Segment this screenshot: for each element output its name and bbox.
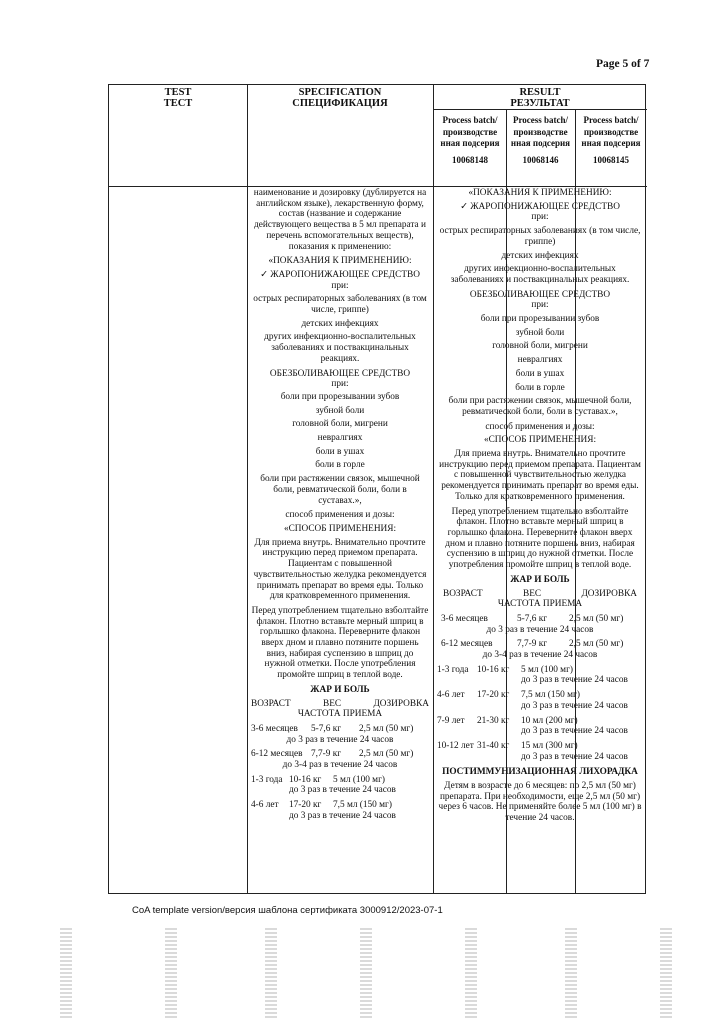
row-dose: 5 мл (100 мг) xyxy=(333,774,385,785)
indication-item: головной боли, мигрени xyxy=(292,419,388,430)
fever-title: ЖАР И БОЛЬ xyxy=(510,574,570,585)
indication-item: боли при прорезывании зубов xyxy=(480,314,600,325)
row-weight: 5-7,6 кг xyxy=(311,723,342,734)
row-age: 6-12 месяцев xyxy=(441,639,493,650)
table-row xyxy=(437,690,643,711)
row-dose: 7,5 мл (150 мг) xyxy=(521,690,580,701)
method-text: Для приема внутрь. Внимательно прочтите инструкцию перед приемом препарата. Пациентам с повышенной чувствительностью желудка рекомендуется принимать препарат во время еды. Только для кратковременного применения. xyxy=(439,449,641,502)
indication-item: других инфекционно-воспалительных заболеваниях и поствакцинальных реакциях. xyxy=(264,332,416,364)
post-immunization-title: ПОСТИММУНИЗАЦИОННАЯ ЛИХОРАДКА xyxy=(442,767,638,778)
table-row xyxy=(437,614,643,635)
row-dose: 15 мл (300 мг) xyxy=(521,740,578,751)
col-freq: ЧАСТОТА ПРИЕМА xyxy=(297,709,383,720)
batch-cell xyxy=(576,115,646,166)
indication-item: боли в ушах xyxy=(515,368,565,379)
method-line: способ применения и дозы: xyxy=(285,510,395,521)
row-freq: до 3 раз в течение 24 часов xyxy=(289,785,396,796)
batch-cell xyxy=(507,115,574,166)
spec-intro: наименование и дозировку (дублируется на английском языке), лекарственную форму, состав (название и содержание действующего вещества в 5 мл препарата и перечень вспомогательных веществ), показания к применению: xyxy=(253,188,427,252)
template-version-footer: CoA template version/версия шаблона сертификата 3000912/2023-07-1 xyxy=(132,905,443,916)
test-en: TEST xyxy=(164,87,192,98)
scan-artifact xyxy=(165,928,177,1018)
row-age: 10-12 лет xyxy=(437,740,474,751)
page-number: Page 5 of 7 xyxy=(596,58,650,70)
col-age: ВОЗРАСТ xyxy=(251,698,291,709)
indication-item: боли при прорезывании зубов xyxy=(280,391,400,402)
method-text: Для приема внутрь. Внимательно прочтите инструкцию перед приемом препарата. Пациентам с повышенной чувствительностью желудка рекомендуется принимать препарат во время еды. Только для кратковременного применения. xyxy=(253,537,427,602)
result-text xyxy=(437,188,643,824)
row-age: 4-6 лет xyxy=(251,800,279,811)
table-row xyxy=(251,749,429,770)
row-dose: 5 мл (100 мг) xyxy=(521,664,573,675)
row-dose: 10 мл (200 мг) xyxy=(521,715,578,726)
pri-label: при: xyxy=(531,212,549,223)
indication-item: острых респираторных заболеваниях (в том числе, гриппе) xyxy=(439,226,641,247)
row-age: 3-6 месяцев xyxy=(441,613,488,624)
dose-table-head xyxy=(437,589,643,600)
indication-item: боли в горле xyxy=(315,460,365,471)
row-age: 3-6 месяцев xyxy=(251,723,298,734)
row-dose: 2,5 мл (50 мг) xyxy=(569,639,624,650)
col-age: ВОЗРАСТ xyxy=(443,588,483,599)
row-freq: до 3 раз в течение 24 часов xyxy=(289,810,396,821)
check-icon: ✓ xyxy=(260,269,271,280)
row-weight: 5-7,6 кг xyxy=(517,613,548,624)
indication-item: невралгиях xyxy=(317,433,363,444)
row-age: 4-6 лет xyxy=(437,690,465,701)
row-weight: 17-20 кг xyxy=(289,800,322,811)
indication-item: боли в горле xyxy=(515,382,565,393)
indication-item: головной боли, мигрени xyxy=(492,341,588,352)
row-freq: до 3 раз в течение 24 часов xyxy=(521,700,628,711)
result-ru: РЕЗУЛЬТАТ xyxy=(510,98,570,109)
row-weight: 7,7-9 кг xyxy=(517,639,548,650)
pri-label: при: xyxy=(531,300,549,311)
indication-item: детских инфекциях xyxy=(501,250,579,261)
indication-item: боли в ушах xyxy=(315,446,365,457)
col-weight: ВЕС xyxy=(323,698,342,709)
result-header xyxy=(433,87,647,109)
batch-label: Process batch/ производстве нная подсерия xyxy=(510,115,571,148)
before-use-text: Перед употреблением тщательно взболтайте флакон. Плотно вставьте мерный шприц в горлышко флакона. Переверните флакон вверх дном и плавно потяните поршень вниз, набирая суспензию в шприц до нужной отметки. После употребления промойте шприц в теплой воде. xyxy=(251,605,429,681)
result-en: RESULT xyxy=(519,87,561,98)
analgesic-title: ОБЕЗБОЛИВАЮЩЕЕ СРЕДСТВО xyxy=(269,368,411,379)
post-immunization-text: Детям в возрасте до 6 месяцев: по 2,5 мл (50 мг) препарата. При необходимости, еще 2,5 мл (50 мг) через 6 часов. Не применяйте более 5 мл (100 мг) в течение 24 часов. xyxy=(438,781,642,824)
table-row xyxy=(437,639,643,660)
row-freq: до 3 раз в течение 24 часов xyxy=(521,675,628,686)
row-dose: 2,5 мл (50 мг) xyxy=(359,723,414,734)
row-weight: 31-40 кг xyxy=(477,740,510,751)
scan-artifact xyxy=(465,928,477,1018)
indication-item: других инфекционно-воспалительных заболеваниях и поствакцинальных реакциях. xyxy=(450,264,630,285)
batch-number: 10068145 xyxy=(593,154,629,165)
indication-item: детских инфекциях xyxy=(301,318,379,329)
col-dose: ДОЗИРОВКА xyxy=(581,588,637,599)
test-ru: ТЕСТ xyxy=(163,98,193,109)
indication-item: невралгиях xyxy=(517,355,563,366)
pri-label: при: xyxy=(331,280,349,291)
spec-text xyxy=(251,188,429,822)
scan-artifact xyxy=(360,928,372,1018)
scan-artifact xyxy=(60,928,72,1018)
method-title: «СПОСОБ ПРИМЕНЕНИЯ: xyxy=(283,523,397,534)
antipyretic-title: ЖАРОПОНИЖАЮЩЕЕ СРЕДСТВО xyxy=(270,269,420,280)
row-weight: 21-30 кг xyxy=(477,715,510,726)
scan-artifact xyxy=(565,928,577,1018)
test-header xyxy=(109,87,247,109)
row-freq: до 3-4 раз в течение 24 часов xyxy=(482,650,598,661)
col-freq: ЧАСТОТА ПРИЕМА xyxy=(497,599,583,610)
row-age: 7-9 лет xyxy=(437,715,465,726)
row-dose: 2,5 мл (50 мг) xyxy=(569,613,624,624)
row-freq: до 3 раз в течение 24 часов xyxy=(521,726,628,737)
batch-number: 10068146 xyxy=(522,154,559,165)
row-dose: 2,5 мл (50 мг) xyxy=(359,749,414,760)
row-freq: до 3 раз в течение 24 часов xyxy=(521,751,628,762)
indication-item: боли при растяжении связок, мышечной боли, ревматической боли, боли в суставах.», xyxy=(260,474,420,506)
row-weight: 7,7-9 кг xyxy=(311,749,342,760)
table-row xyxy=(437,716,643,737)
batch-label: Process batch/ производстве нная подсерия xyxy=(440,115,500,148)
row-dose: 7,5 мл (150 мг) xyxy=(333,800,392,811)
before-use-text: Перед употреблением тщательно взболтайте флакон. Плотно вставьте мерный шприц в горлышко флакона. Переверните флакон вверх дном и плавно потяните поршень вниз, набирая суспензию в шприц до нужной отметки. После употребления промойте шприц в теплой воде. xyxy=(445,506,635,571)
row-freq: до 3 раз в течение 24 часов xyxy=(486,624,594,635)
table-row xyxy=(251,775,429,796)
row-weight: 17-20 кг xyxy=(477,690,510,701)
antipyretic-title: ЖАРОПОНИЖАЮЩЕЕ СРЕДСТВО xyxy=(470,201,620,212)
batch-cell xyxy=(435,115,505,166)
dose-table-head xyxy=(251,699,429,710)
col-weight: ВЕС xyxy=(523,588,542,599)
analgesic-title: ОБЕЗБОЛИВАЮЩЕЕ СРЕДСТВО xyxy=(469,289,611,300)
spec-ru: СПЕЦИФИКАЦИЯ xyxy=(292,98,388,109)
check-icon: ✓ xyxy=(460,201,471,212)
row-freq: до 3-4 раз в течение 24 часов xyxy=(282,760,398,771)
indication-item: зубной боли xyxy=(515,327,565,338)
row-age: 6-12 месяцев xyxy=(251,749,303,760)
scan-artifact xyxy=(265,928,277,1018)
table-row xyxy=(437,741,643,762)
row-freq: до 3 раз в течение 24 часов xyxy=(286,734,394,745)
coa-table xyxy=(108,84,646,894)
indications-title: «ПОКАЗАНИЯ К ПРИМЕНЕНИЮ: xyxy=(268,256,412,267)
fever-title: ЖАР И БОЛЬ xyxy=(310,684,370,695)
indication-item: боли при растяжении связок, мышечной боли, ревматической боли, боли в суставах.», xyxy=(448,396,632,417)
table-row xyxy=(437,665,643,686)
col-dose: ДОЗИРОВКА xyxy=(373,698,429,709)
spec-en: SPECIFICATION xyxy=(298,87,382,98)
scan-artifact xyxy=(660,928,672,1018)
row-age: 1-3 года xyxy=(437,664,469,675)
row-weight: 10-16 кг xyxy=(289,774,322,785)
pri-label: при: xyxy=(331,379,349,390)
method-line: способ применения и дозы: xyxy=(485,421,595,432)
spec-header xyxy=(247,87,433,109)
method-title: «СПОСОБ ПРИМЕНЕНИЯ: xyxy=(483,435,597,446)
table-row xyxy=(251,800,429,821)
table-row xyxy=(251,724,429,745)
indication-item: зубной боли xyxy=(315,405,365,416)
row-weight: 10-16 кг xyxy=(477,664,510,675)
row-age: 1-3 года xyxy=(251,774,283,785)
batch-number: 10068148 xyxy=(452,154,488,165)
indication-item: острых респираторных заболеваниях (в том числе, гриппе) xyxy=(253,294,427,316)
batch-label: Process batch/ производстве нная подсерия xyxy=(581,115,641,148)
indications-title: «ПОКАЗАНИЯ К ПРИМЕНЕНИЮ: xyxy=(468,188,612,198)
